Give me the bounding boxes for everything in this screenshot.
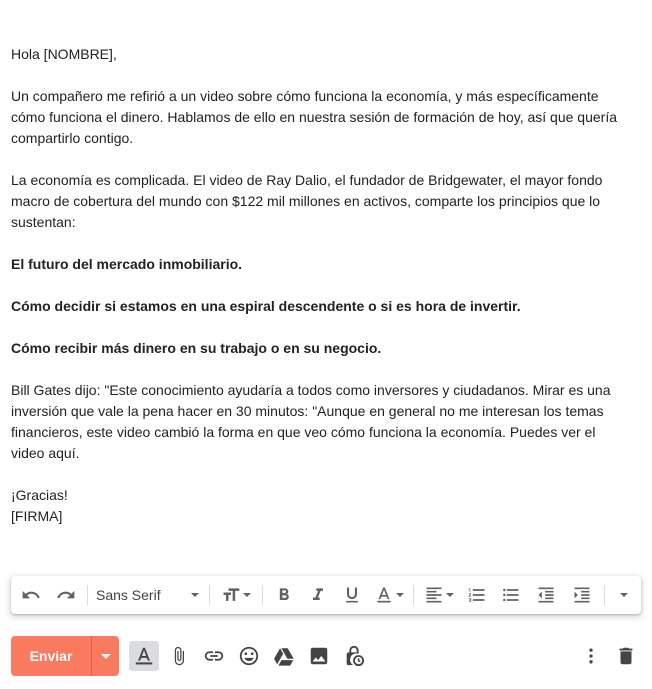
bold-icon[interactable] — [267, 580, 301, 610]
thanks: ¡Gracias! — [11, 487, 68, 503]
insert-link-icon[interactable] — [199, 641, 229, 671]
bold-point-3: Cómo recibir más dinero en su trabajo o en su negocio. — [11, 340, 382, 356]
chevron-down-icon — [396, 593, 404, 597]
chevron-down-icon — [243, 593, 251, 597]
separator — [262, 585, 263, 605]
greeting: Hola [NOMBRE], — [11, 46, 117, 62]
confidential-mode-icon[interactable] — [339, 641, 369, 671]
chevron-down-icon — [620, 593, 628, 597]
formatting-toolbar — [11, 576, 641, 614]
bulleted-list-icon[interactable] — [494, 580, 528, 610]
paragraph-3-line-3: financieros, este video cambió la forma en que veo cómo funciona la economía. Puedes ver el — [11, 424, 596, 440]
compose-actions-bar — [11, 636, 641, 676]
discard-draft-icon[interactable] — [611, 641, 641, 671]
italic-icon[interactable] — [301, 580, 335, 610]
numbered-list-icon[interactable] — [460, 580, 494, 610]
google-drive-icon[interactable] — [269, 641, 299, 671]
paragraph-2-line-2: macro de cobertura del mundo con $122 mil millones en activos, comparte los principios que lo — [11, 193, 601, 209]
emoji-icon[interactable] — [234, 641, 264, 671]
send-button-group — [11, 636, 119, 676]
indent-more-icon[interactable] — [564, 580, 600, 610]
compose-right-actions — [571, 641, 641, 671]
font-family-select[interactable] — [92, 580, 205, 610]
bold-point-2: Cómo decidir si estamos en una espiral descendente o si es hora de invertir. — [11, 298, 521, 314]
paragraph-2-line-3: sustentan: — [11, 214, 76, 230]
align-icon[interactable] — [418, 580, 460, 610]
more-options-icon[interactable] — [576, 641, 606, 671]
paragraph-1-line-1: Un compañero me refirió a un video sobre cómo funciona la economía, y más específicamente — [11, 88, 599, 104]
font-size-icon[interactable] — [214, 580, 258, 610]
bold-point-1: El futuro del mercado inmobiliario. — [11, 256, 243, 272]
paragraph-3-line-1: Bill Gates dijo: "Este conocimiento ayudaría a todos como inversores y ciudadanos. Mirar es una — [11, 382, 611, 398]
underline-icon[interactable] — [335, 580, 369, 610]
send-button[interactable]: Enviar — [11, 636, 91, 676]
separator — [604, 585, 605, 605]
separator — [87, 585, 88, 605]
paragraph-2-line-1: La economía es complicada. El video de Ray Dalio, el fundador de Bridgewater, el mayor fondo — [11, 172, 603, 188]
email-body[interactable] — [11, 44, 641, 527]
redo-icon[interactable] — [49, 580, 83, 610]
undo-icon[interactable] — [13, 580, 49, 610]
more-formatting-icon[interactable] — [609, 580, 639, 610]
text-color-icon[interactable] — [369, 580, 409, 610]
formatting-options-icon[interactable] — [129, 641, 159, 671]
separator — [209, 585, 210, 605]
chevron-down-icon — [101, 654, 111, 659]
insert-photo-icon[interactable] — [304, 641, 334, 671]
send-options-button[interactable] — [91, 636, 119, 676]
attach-file-icon[interactable] — [164, 641, 194, 671]
paragraph-3-line-4: video aquí. — [11, 445, 80, 461]
paragraph-1-line-2: cómo funciona el dinero. Hablamos de ello en nuestra sesión de formación de hoy, así que quería — [11, 109, 617, 125]
separator — [413, 585, 414, 605]
paragraph-1-line-3: compartirlo contigo. — [11, 130, 134, 146]
signature: [FIRMA] — [11, 508, 63, 524]
paragraph-3-line-2: inversión que vale la pena hacer en 30 minutos: "Aunque en general no me interesan los temas — [11, 403, 604, 419]
chevron-down-icon — [191, 593, 199, 597]
font-family-label: Sans Serif — [96, 587, 161, 603]
chevron-down-icon — [446, 593, 454, 597]
indent-less-icon[interactable] — [528, 580, 564, 610]
